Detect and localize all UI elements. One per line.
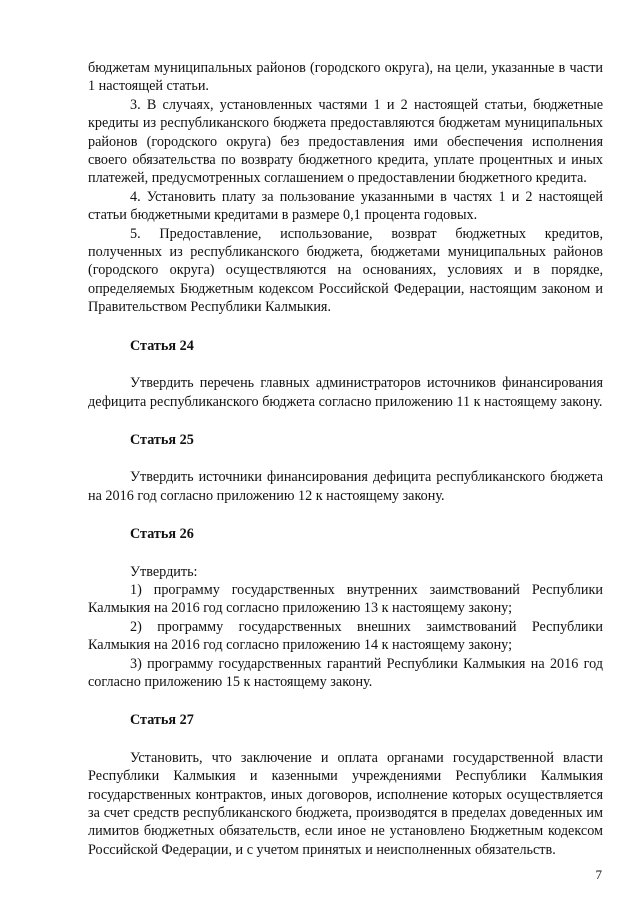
article-26-intro: Утвердить:	[130, 563, 198, 580]
paragraph-part-5: 5. Предоставление, использование, возврат бюджетных кредитов, полученных из республиканского бюджета, бюджетами муниципальных районов (городского округа) осуществляются на основаниях, условиях и в порядке, определяемых Бюджетным кодексом Российской Федерации, настоящим законом и Правительством Республики Калмыкия.	[88, 225, 603, 316]
article-26-item-2: 2) программу государственных внешних заимствований Республики Калмыкия на 2016 год согласно приложению 14 к настоящему закону;	[88, 618, 603, 654]
article-27-heading: Статья 27	[130, 712, 194, 729]
paragraph-part-3: 3. В случаях, установленных частями 1 и 2 настоящей статьи, бюджетные кредиты из республиканского бюджета предоставляются бюджетам муниципальных районов (городского округа) без предоставления ими обеспечения исполнения своего обязательства по возврату бюджетного кредита, уплате процентных и иных платежей, предусмотренных соглашением о предоставлении бюджетного кредита.	[88, 96, 603, 187]
article-25-text: Утвердить источники финансирования дефицита республиканского бюджета на 2016 год согласно приложению 12 к настоящему закону.	[88, 469, 603, 504]
article-24-text: Утвердить перечень главных администраторов источников финансирования дефицита республиканского бюджета согласно приложению 11 к настоящему закону.	[88, 375, 603, 410]
page-number: 7	[595, 867, 602, 882]
article-26-item-3: 3) программу государственных гарантий Республики Калмыкия на 2016 год согласно приложению 15 к настоящему закону.	[88, 655, 603, 690]
paragraph-part-4: 4. Установить плату за пользование указанными в частях 1 и 2 настоящей статьи бюджетными кредитами в размере 0,1 процента годовых.	[88, 188, 603, 224]
article-24-heading: Статья 24	[130, 337, 194, 354]
article-25-heading: Статья 25	[130, 431, 194, 448]
article-27-text: Установить, что заключение и оплата органами государственной власти Республики Калмыкия и казенными учреждениями Республики Калмыкия государственных контрактов, иных договоров, исполнение которых осуществляется за счет средств республиканского бюджета, производятся в пределах доведенных им лимитов бюджетных обязательств, если иное не установлено Бюджетным кодексом Российской Федерации, и с учетом принятых и неисполненных обязательств.	[88, 749, 603, 858]
document-page	[88, 59, 603, 859]
paragraph-continuation: бюджетам муниципальных районов (городского округа), на цели, указанные в части 1 настоящей статьи.	[88, 60, 603, 95]
article-26-item-1: 1) программу государственных внутренних заимствований Республики Калмыкия на 2016 год согласно приложению 13 к настоящему закону;	[88, 581, 603, 617]
article-26-heading: Статья 26	[130, 526, 194, 543]
